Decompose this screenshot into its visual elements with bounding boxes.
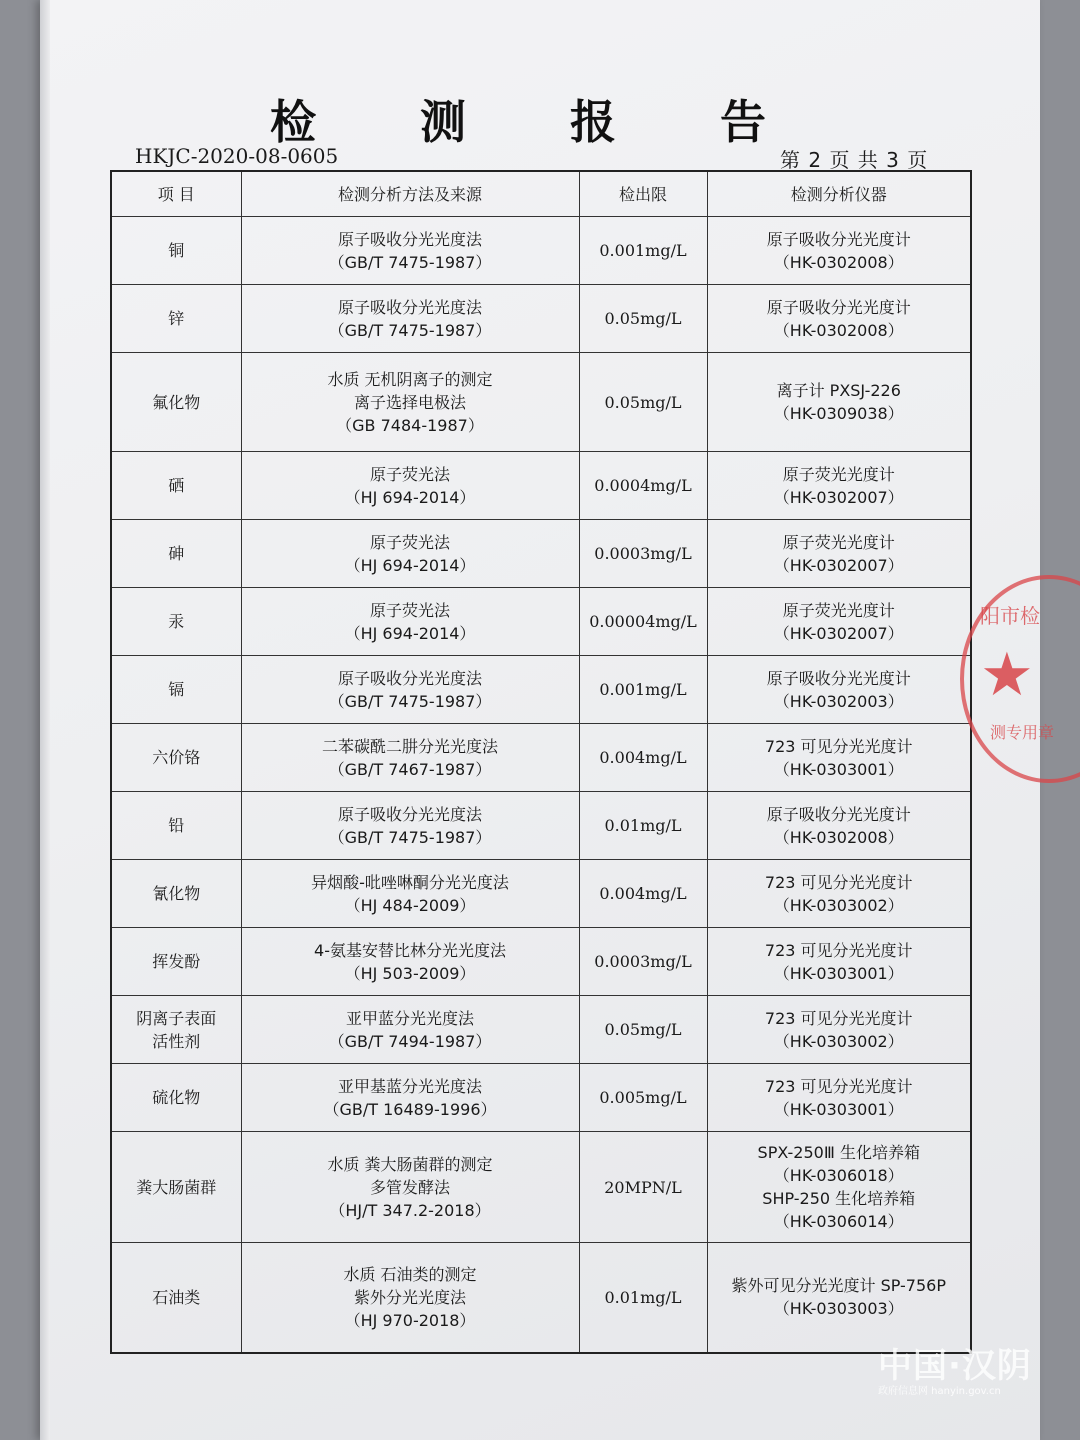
cell-method-line: （HJ/T 347.2-2018） — [329, 1200, 491, 1220]
cell-method-line: 水质 粪大肠菌群的测定 — [327, 1154, 493, 1174]
cell-item: 锌 — [111, 285, 241, 353]
cell-instrument-line: 723 可见分光光度计 — [764, 872, 913, 892]
cell-instrument — [707, 656, 971, 724]
cell-method-line: （HJ 694-2014） — [344, 555, 476, 575]
seal-lettering-bottom: 测专用章 — [990, 723, 1055, 742]
table-row — [111, 588, 971, 656]
page-binding-edge — [40, 0, 50, 1440]
header-limit: 检出限 — [579, 171, 707, 217]
cell-instrument-line: 723 可见分光光度计 — [764, 1076, 913, 1096]
cell-limit: 0.005mg/L — [579, 1064, 707, 1132]
cell-instrument-line: 原子吸收分光光度计 — [766, 804, 911, 824]
cell-method-line: 异烟酸-吡唑啉酮分光光度法 — [311, 872, 509, 892]
cell-item: 硫化物 — [111, 1064, 241, 1132]
cell-method — [241, 928, 579, 996]
cell-instrument-line: 原子吸收分光光度计 — [766, 668, 911, 688]
header-instrument: 检测分析仪器 — [707, 171, 971, 217]
cell-method-line: 离子选择电极法 — [353, 392, 466, 412]
cell-instrument-line: （HK-0303002） — [773, 895, 904, 915]
cell-item: 铅 — [111, 792, 241, 860]
cell-instrument-line: （HK-0302007） — [773, 487, 904, 507]
cell-limit: 0.0004mg/L — [579, 452, 707, 520]
cell-item: 挥发酚 — [111, 928, 241, 996]
cell-instrument — [707, 996, 971, 1064]
cell-instrument-line: 723 可见分光光度计 — [764, 940, 913, 960]
table-row — [111, 656, 971, 724]
cell-method — [241, 520, 579, 588]
cell-instrument — [707, 217, 971, 285]
table-row — [111, 928, 971, 996]
cell-instrument — [707, 520, 971, 588]
cell-method-line: （HJ 484-2009） — [344, 895, 476, 915]
header-item: 项 目 — [111, 171, 241, 217]
table-row — [111, 520, 971, 588]
cell-instrument-line: 723 可见分光光度计 — [764, 1008, 913, 1028]
table-row — [111, 996, 971, 1064]
cell-item: 汞 — [111, 588, 241, 656]
cell-item: 砷 — [111, 520, 241, 588]
cell-method — [241, 217, 579, 285]
cell-instrument-line: （HK-0302008） — [773, 827, 904, 847]
cell-instrument-line: （HK-0302007） — [773, 555, 904, 575]
cell-method-line: （HJ 503-2009） — [344, 963, 476, 983]
cell-method — [241, 452, 579, 520]
cell-method — [241, 1064, 579, 1132]
cell-limit: 0.05mg/L — [579, 285, 707, 353]
watermark-site: 政府信息网 hanyin.gov.cn — [878, 1386, 1001, 1397]
cell-limit: 0.00004mg/L — [579, 588, 707, 656]
cell-method — [241, 1243, 579, 1353]
table-row — [111, 792, 971, 860]
cell-limit: 0.05mg/L — [579, 996, 707, 1064]
cell-method — [241, 1132, 579, 1243]
cell-instrument-line: （HK-0303001） — [773, 963, 904, 983]
cell-method — [241, 724, 579, 792]
cell-method-line: 亚甲蓝分光光度法 — [345, 1008, 474, 1028]
cell-instrument — [707, 1243, 971, 1353]
table-row — [111, 353, 971, 452]
cell-instrument-line: 原子吸收分光光度计 — [766, 297, 911, 317]
cell-method-line: （GB/T 7475-1987） — [328, 827, 492, 847]
cell-item: 铜 — [111, 217, 241, 285]
cell-method — [241, 588, 579, 656]
cell-method-line: （GB/T 7494-1987） — [328, 1031, 492, 1051]
cell-instrument-line: 原子荧光光度计 — [782, 464, 895, 484]
cell-item: 氰化物 — [111, 860, 241, 928]
cell-method-line: 原子吸收分光光度法 — [337, 229, 482, 249]
cell-instrument — [707, 452, 971, 520]
report-number: HKJC-2020-08-0605 — [135, 144, 339, 168]
cell-limit: 0.001mg/L — [579, 217, 707, 285]
cell-method-line: （HJ 694-2014） — [344, 487, 476, 507]
cell-limit: 0.01mg/L — [579, 1243, 707, 1353]
cell-method-line: 亚甲基蓝分光光度法 — [337, 1076, 482, 1096]
cell-item: 硒 — [111, 452, 241, 520]
cell-method-line: 4-氨基安替比林分光光度法 — [314, 940, 506, 960]
seal-star-icon: ★ — [980, 640, 1034, 710]
cell-method-line: 原子吸收分光光度法 — [337, 668, 482, 688]
table-header-row — [111, 171, 971, 217]
cell-instrument — [707, 588, 971, 656]
cell-method-line: 原子吸收分光光度法 — [337, 297, 482, 317]
cell-item-line: 阴离子表面 — [136, 1008, 217, 1028]
cell-item: 粪大肠菌群 — [111, 1132, 241, 1243]
cell-item-line: 活性剂 — [152, 1031, 201, 1051]
header-method: 检测分析方法及来源 — [241, 171, 579, 217]
cell-method-line: 水质 石油类的测定 — [343, 1264, 477, 1284]
cell-limit: 0.004mg/L — [579, 724, 707, 792]
page-indicator: 第 2 页 共 3 页 — [780, 148, 929, 172]
cell-instrument — [707, 860, 971, 928]
table-row — [111, 860, 971, 928]
table-row — [111, 1064, 971, 1132]
cell-instrument — [707, 353, 971, 452]
cell-instrument-line: （HK-0303001） — [773, 1099, 904, 1119]
cell-limit: 20MPN/L — [579, 1132, 707, 1243]
table-row — [111, 1132, 971, 1243]
cell-limit: 0.0003mg/L — [579, 520, 707, 588]
cell-instrument — [707, 928, 971, 996]
cell-instrument — [707, 792, 971, 860]
cell-method-line: 原子荧光法 — [369, 600, 450, 620]
cell-limit: 0.0003mg/L — [579, 928, 707, 996]
watermark-logo: 中国·汉阴 — [878, 1346, 1032, 1386]
cell-item: 六价铬 — [111, 724, 241, 792]
table-row — [111, 1243, 971, 1353]
cell-method-line: （GB/T 7475-1987） — [328, 252, 492, 272]
cell-instrument — [707, 1064, 971, 1132]
cell-instrument-line: 原子荧光光度计 — [782, 532, 895, 552]
cell-method — [241, 656, 579, 724]
cell-method-line: 紫外分光光度法 — [353, 1287, 466, 1307]
cell-method-line: （HJ 694-2014） — [344, 623, 476, 643]
cell-item: 氟化物 — [111, 353, 241, 452]
cell-instrument — [707, 1132, 971, 1243]
cell-instrument-line: （HK-0309038） — [773, 404, 904, 423]
cell-limit: 0.004mg/L — [579, 860, 707, 928]
cell-method-line: 多管发酵法 — [369, 1177, 450, 1197]
cell-instrument-line: （HK-0303003） — [773, 1299, 904, 1319]
cell-instrument-line: SHP-250 生化培养箱 — [762, 1189, 916, 1208]
cell-instrument-line: 原子荧光光度计 — [782, 600, 895, 620]
cell-method-line: （HJ 970-2018） — [344, 1310, 476, 1330]
cell-method-line: 水质 无机阴离子的测定 — [327, 369, 493, 389]
cell-instrument-line: （HK-0302007） — [773, 623, 904, 643]
cell-instrument-line: 紫外可见分光光度计 SP-756P — [731, 1276, 946, 1296]
cell-instrument-line: （HK-0302008） — [773, 320, 904, 340]
cell-method-line: （GB/T 7475-1987） — [328, 691, 492, 711]
cell-instrument-line: （HK-0302008） — [773, 252, 904, 272]
table-row — [111, 452, 971, 520]
test-method-table — [110, 170, 972, 1354]
cell-instrument-line: SPX-250Ⅲ 生化培养箱 — [757, 1143, 920, 1162]
cell-method-line: 二苯碳酰二肼分光光度法 — [321, 736, 498, 756]
cell-method-line: 原子荧光法 — [369, 532, 450, 552]
cell-method — [241, 792, 579, 860]
cell-instrument-line: （HK-0302003） — [773, 691, 904, 711]
table-row — [111, 285, 971, 353]
table-row — [111, 724, 971, 792]
table-body — [111, 217, 971, 1353]
cell-instrument-line: （HK-0306018） — [773, 1166, 904, 1185]
cell-item: 镉 — [111, 656, 241, 724]
table-row — [111, 217, 971, 285]
cell-item — [111, 996, 241, 1064]
cell-method-line: （GB/T 7467-1987） — [328, 759, 492, 779]
cell-limit: 0.05mg/L — [579, 353, 707, 452]
cell-instrument-line: 723 可见分光光度计 — [764, 736, 913, 756]
cell-method-line: 原子吸收分光光度法 — [337, 804, 482, 824]
cell-instrument-line: 离子计 PXSJ-226 — [776, 381, 901, 400]
report-title: 检 测 报 告 — [269, 95, 811, 149]
cell-method-line: （GB/T 7475-1987） — [328, 320, 492, 340]
cell-instrument-line: （HK-0306014） — [773, 1212, 904, 1231]
cell-instrument — [707, 285, 971, 353]
cell-method-line: （GB/T 16489-1996） — [323, 1099, 497, 1119]
cell-method — [241, 285, 579, 353]
cell-instrument-line: （HK-0303002） — [773, 1031, 904, 1051]
cell-limit: 0.001mg/L — [579, 656, 707, 724]
cell-method — [241, 860, 579, 928]
cell-method-line: （GB 7484-1987） — [336, 415, 484, 435]
cell-instrument — [707, 724, 971, 792]
cell-instrument-line: 原子吸收分光光度计 — [766, 229, 911, 249]
cell-method — [241, 353, 579, 452]
cell-method — [241, 996, 579, 1064]
cell-method-line: 原子荧光法 — [369, 464, 450, 484]
cell-instrument-line: （HK-0303001） — [773, 759, 904, 779]
seal-lettering: 阳市检 — [980, 604, 1040, 628]
cell-item: 石油类 — [111, 1243, 241, 1353]
cell-limit: 0.01mg/L — [579, 792, 707, 860]
